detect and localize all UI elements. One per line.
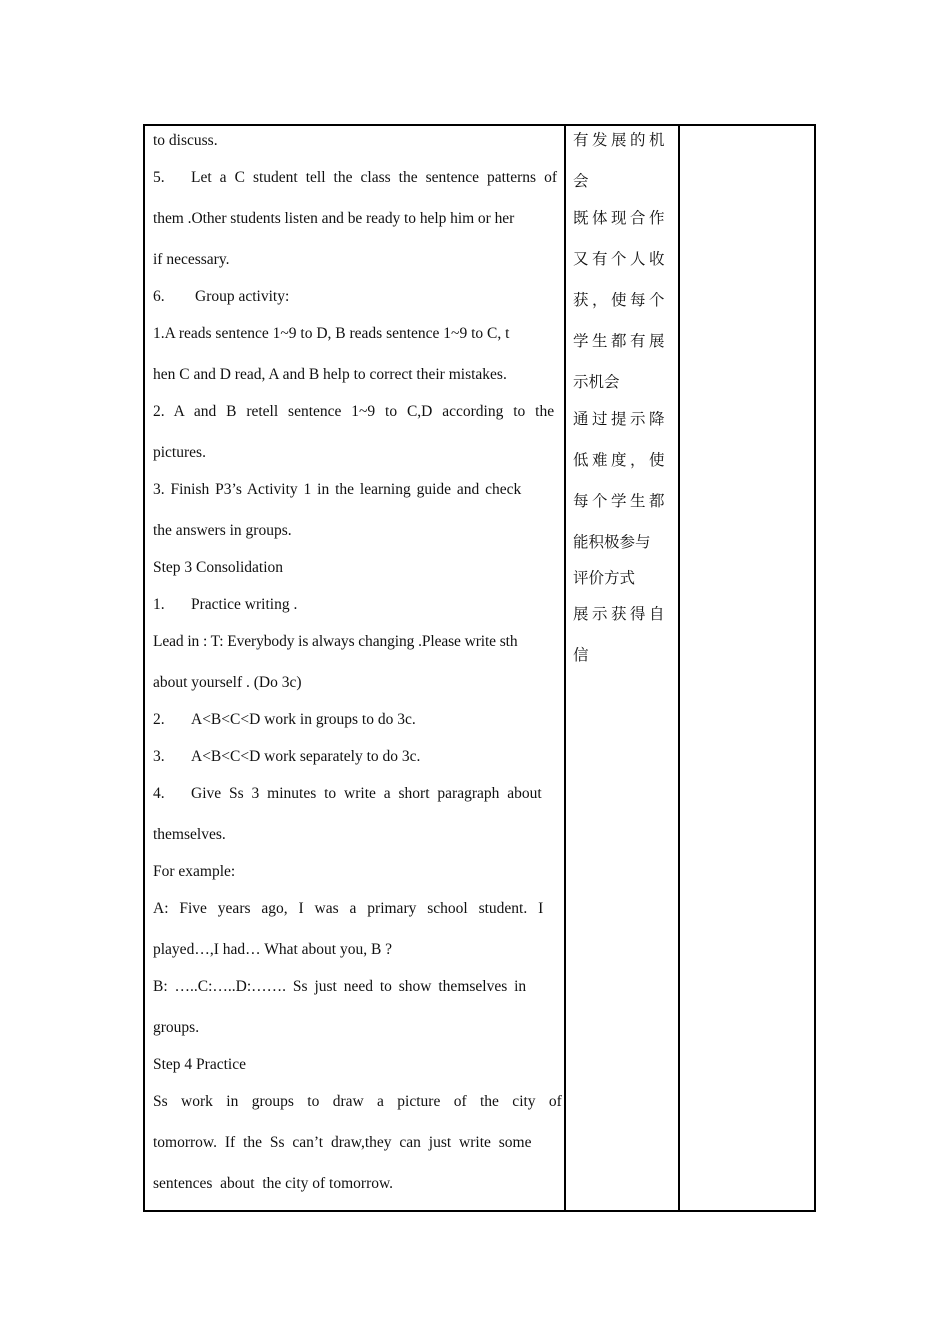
text-line: For example: <box>153 863 236 880</box>
text-line: groups. <box>153 1019 200 1036</box>
text-line: themselves. <box>153 826 226 843</box>
column-divider-2 <box>678 126 680 1210</box>
text-line: tomorrow. If the Ss can’t draw,they can just write some <box>153 1134 532 1151</box>
note-line: 会 <box>573 172 589 190</box>
text-line: 2. A and B retell sentence 1~9 to C,D according to the <box>153 403 555 420</box>
text-line: Give Ss 3 minutes to write a short paragraph about <box>191 785 542 802</box>
text-line: pictures. <box>153 444 206 461</box>
list-number: 2. <box>153 711 165 728</box>
text-line: B: …..C:…..D:……. Ss just need to show themselves in <box>153 978 527 995</box>
text-line: Let a C student tell the class the sentence patterns of <box>191 169 557 186</box>
text-line: Lead in : T: Everybody is always changing .Please write sth <box>153 633 518 650</box>
text-line: to discuss. <box>153 132 218 149</box>
text-line: 1.A reads sentence 1~9 to D, B reads sentence 1~9 to C, t <box>153 325 510 342</box>
text-line: Ss work in groups to draw a picture of the city of <box>153 1093 562 1110</box>
text-line: Practice writing . <box>191 596 298 613</box>
step-1-line <box>153 584 557 625</box>
note-line: 示机会 <box>573 373 620 391</box>
note-line: 展示获得自 <box>573 605 669 623</box>
text-line: hen C and D read, A and B help to correct their mistakes. <box>153 366 507 383</box>
text-line: A<B<C<D work in groups to do 3c. <box>191 711 416 728</box>
note-line: 有发展的机 <box>573 131 669 149</box>
section-heading: Step 4 Practice <box>153 1056 246 1073</box>
note-line: 学生都有展 <box>573 332 669 350</box>
step-6-line <box>153 276 557 317</box>
text-line: about yourself . (Do 3c) <box>153 674 302 691</box>
note-line: 每个学生都 <box>573 492 669 510</box>
list-number: 6. <box>153 288 165 305</box>
note-line: 信 <box>573 646 589 664</box>
text-line: if necessary. <box>153 251 230 268</box>
text-line: the answers in groups. <box>153 522 292 539</box>
text-line: 3. Finish P3’s Activity 1 in the learning guide and check <box>153 481 522 498</box>
step-4-line <box>153 773 557 814</box>
column-divider-1 <box>564 126 566 1210</box>
list-number: 4. <box>153 785 165 802</box>
text-line: A<B<C<D work separately to do 3c. <box>191 748 421 765</box>
note-line: 评价方式 <box>573 569 636 587</box>
text-line: A: Five years ago, I was a primary school student. I <box>153 900 544 917</box>
note-line: 又有个人收 <box>573 250 669 268</box>
text-line: them .Other students listen and be ready to help him or her <box>153 210 515 227</box>
step-3-line <box>153 736 557 777</box>
text-line: played…,I had… What about you, B ? <box>153 941 393 958</box>
list-number: 1. <box>153 596 165 613</box>
list-number: 3. <box>153 748 165 765</box>
note-line: 获，使每个 <box>573 291 669 309</box>
step-5-line <box>153 157 557 198</box>
note-line: 既体现合作 <box>573 209 669 227</box>
list-number: 5. <box>153 169 165 186</box>
note-line: 低难度，使 <box>573 451 669 469</box>
text-line: sentences about the city of tomorrow. <box>153 1175 394 1192</box>
note-line: 能积极参与 <box>573 533 651 551</box>
note-line: 通过提示降 <box>573 410 669 428</box>
lesson-table <box>143 124 816 1212</box>
step-2-line <box>153 699 557 740</box>
section-heading: Step 3 Consolidation <box>153 559 284 576</box>
text-line: Group activity: <box>195 288 290 305</box>
